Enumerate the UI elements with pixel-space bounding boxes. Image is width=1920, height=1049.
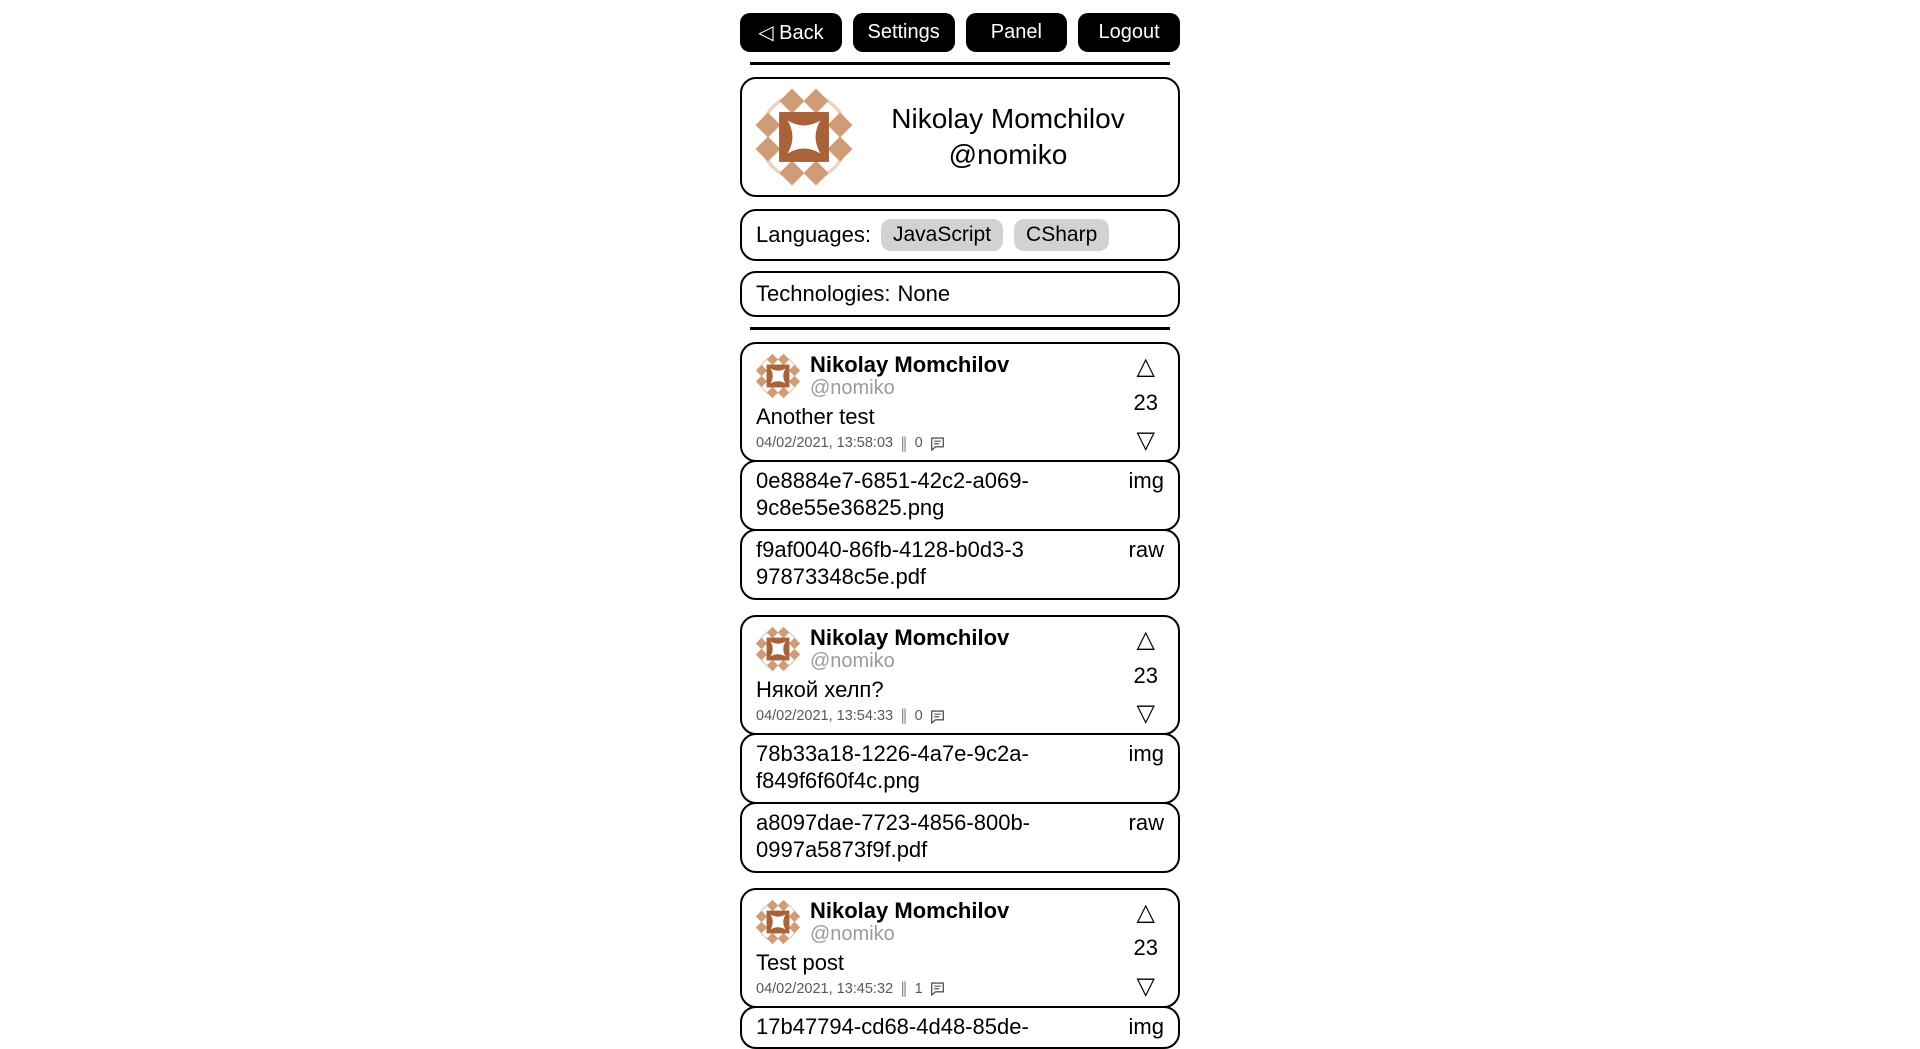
post-author-block [810,352,1009,400]
post [740,342,1180,600]
comment-icon [930,709,945,724]
post-author-avatar [756,900,800,944]
post [740,888,1180,1049]
comment-icon [930,981,945,996]
vote-column [1134,625,1170,725]
post-author-avatar [756,627,800,671]
toolbar [740,13,1180,52]
post-author-row [756,625,1134,673]
language-chip: CSharp [1014,219,1109,251]
comment-count: 1 [914,980,923,997]
divider [750,62,1170,65]
attachment-row[interactable] [740,529,1180,600]
comment-count: 0 [914,707,923,724]
back-button[interactable]: ◁ Back [740,13,842,52]
post-author-block [810,898,1009,946]
post-card[interactable] [740,615,1180,735]
vote-count: 23 [1133,935,1158,961]
post-timestamp: 04/02/2021, 13:58:03 [756,434,894,451]
post-author-name: Nikolay Momchilov [810,624,1010,650]
post-content [756,352,1134,452]
identicon-avatar-icon [756,354,800,398]
post-author-handle: @nomiko [810,650,895,673]
attachment-type-badge: raw [1128,536,1164,562]
post-author-name: Nikolay Momchilov [810,897,1010,923]
post-title: Test post [756,949,845,975]
post-author-name: Nikolay Momchilov [810,352,1010,377]
attachment-row[interactable] [740,733,1180,804]
technologies-label: Technologies: [756,281,891,306]
meta-separator-icon: ‖ [900,433,908,452]
post-title: Another test [756,404,875,430]
profile-avatar [756,89,852,185]
technologies-box [740,271,1180,317]
profile-names [852,101,1164,174]
post-timestamp: 04/02/2021, 13:54:33 [756,707,894,724]
logout-button[interactable]: Logout [1078,13,1180,52]
identicon-avatar-icon [756,627,800,671]
languages-chips [881,219,1109,251]
language-chip: JavaScript [881,219,1003,251]
attachment-filename: a8097dae-7723-4856-800b-0997a5873f9f.pdf [756,809,1031,863]
meta-separator-icon: ‖ [900,979,908,998]
identicon-avatar-icon [756,89,852,185]
post-timestamp: 04/02/2021, 13:45:32 [756,980,894,997]
divider [750,327,1170,330]
post-meta [756,980,1134,997]
downvote-button[interactable]: ▽ [1136,425,1155,454]
vote-count: 23 [1133,389,1158,415]
technologies-value: None [897,281,951,306]
vote-column [1134,352,1170,452]
attachment-row[interactable] [740,802,1180,873]
attachment-filename: 0e8884e7-6851-42c2-a069-9c8e55e36825.png [756,467,1029,521]
post-author-row [756,898,1134,946]
post-content [756,898,1134,998]
attachment-type-badge: raw [1128,809,1164,835]
attachment-filename: 78b33a18-1226-4a7e-9c2a-f849f6f60f4c.png [756,740,1029,794]
post-author-handle: @nomiko [810,377,895,400]
post-card[interactable] [740,342,1180,462]
attachment-type-badge: img [1128,467,1164,493]
post-title: Някой хелп? [756,677,884,703]
post-meta [756,435,1134,452]
comment-count: 0 [914,434,923,451]
identicon-avatar-icon [756,900,800,944]
profile-card [740,77,1180,197]
profile-page [740,0,1180,1049]
meta-separator-icon: ‖ [900,706,908,725]
languages-box [740,209,1180,261]
post [740,615,1180,873]
settings-button[interactable]: Settings [853,13,955,52]
panel-button[interactable]: Panel [966,13,1068,52]
post-author-row [756,352,1134,400]
attachment-row[interactable] [740,1006,1180,1049]
attachment-type-badge: img [1128,740,1164,766]
attachment-row[interactable] [740,460,1180,531]
vote-column [1134,898,1170,998]
vote-count: 23 [1133,662,1158,688]
downvote-button[interactable]: ▽ [1136,971,1155,1000]
comment-icon [930,436,945,451]
attachment-filename: f9af0040-86fb-4128-b0d3-397873348c5e.pdf [756,536,1024,590]
post-author-block [810,625,1009,673]
profile-handle: @nomiko [948,139,1068,170]
post-author-handle: @nomiko [810,922,895,945]
upvote-button[interactable]: △ [1136,624,1155,653]
post-card[interactable] [740,888,1180,1008]
posts-list [740,342,1180,1049]
post-content [756,625,1134,725]
upvote-button[interactable]: △ [1136,897,1155,926]
languages-label: Languages: [756,222,871,247]
post-author-avatar [756,354,800,398]
profile-name: Nikolay Momchilov [891,102,1125,134]
attachment-type-badge: img [1128,1013,1164,1039]
downvote-button[interactable]: ▽ [1136,698,1155,727]
upvote-button[interactable]: △ [1136,352,1155,380]
attachment-filename: 17b47794-cd68-4d48-85de- [756,1013,1029,1039]
post-meta [756,707,1134,724]
